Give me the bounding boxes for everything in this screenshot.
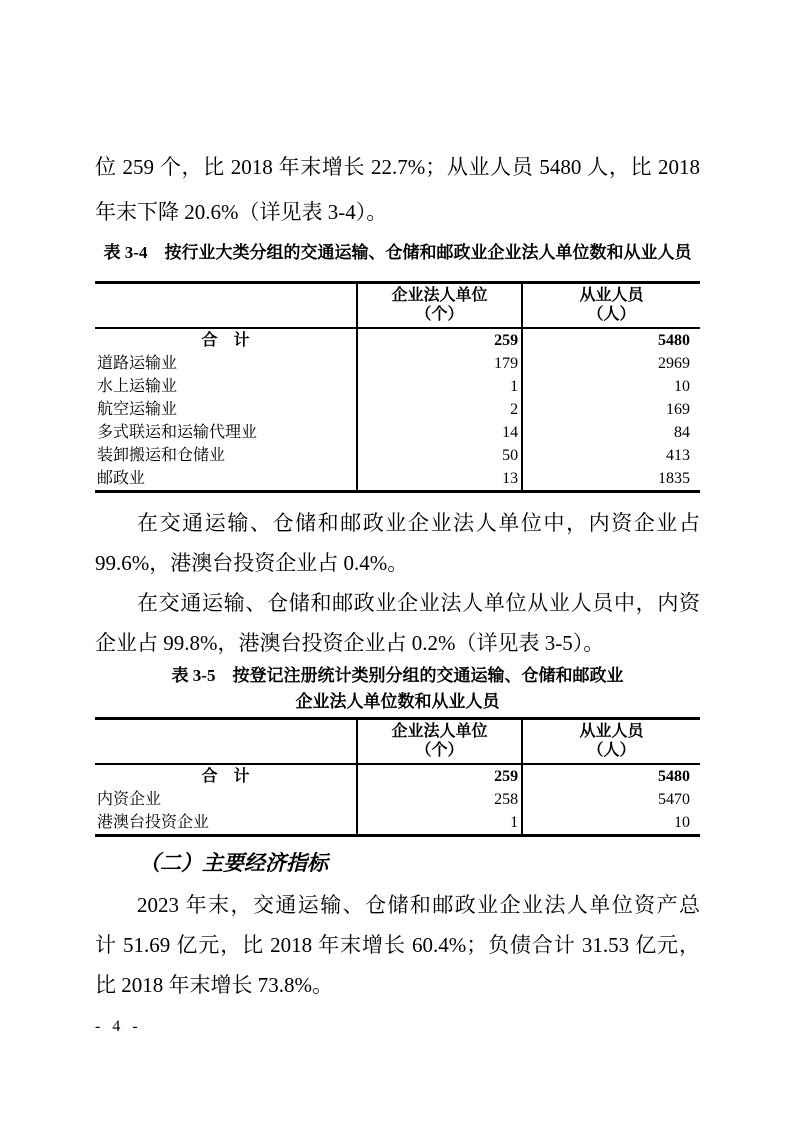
units-value: 1 <box>357 375 522 398</box>
header-cell-units <box>357 283 522 329</box>
persons-value: 2969 <box>522 352 700 375</box>
table-3-4 <box>95 281 700 493</box>
persons-value: 1835 <box>522 467 700 492</box>
units-value: 1 <box>357 811 522 836</box>
persons-value: 169 <box>522 398 700 421</box>
header-line: （个） <box>415 306 464 323</box>
header-line: 从业人员 <box>579 287 644 304</box>
paragraph-economic-indicators <box>95 885 700 1005</box>
page-number: - 4 - <box>95 1018 142 1035</box>
header-cell-empty <box>95 719 357 765</box>
intro-paragraph <box>95 145 700 235</box>
units-value: 14 <box>357 421 522 444</box>
units-value: 2 <box>357 398 522 421</box>
units-value: 179 <box>357 352 522 375</box>
table-3-4-header <box>95 283 700 329</box>
units-value: 50 <box>357 444 522 467</box>
header-cell-empty <box>95 283 357 329</box>
table-row <box>95 788 700 811</box>
header-row <box>95 283 700 329</box>
header-line: 企业法人单位 <box>391 287 488 304</box>
paragraph-line: 2023 年末，交通运输、仓储和邮政业企业法人单位资产总 <box>137 893 700 917</box>
persons-value: 413 <box>522 444 700 467</box>
row-label: 道路运输业 <box>97 355 178 372</box>
persons-value: 5480 <box>522 764 700 788</box>
units-value: 259 <box>357 764 522 788</box>
header-line: 从业人员 <box>579 723 644 740</box>
units-value: 13 <box>357 467 522 492</box>
row-label: 装卸搬运和仓储业 <box>97 447 226 464</box>
persons-value: 5480 <box>522 328 700 352</box>
table-row <box>95 328 700 352</box>
header-cell-units <box>357 719 522 765</box>
title-line: 企业法人单位数和从业人员 <box>295 692 500 711</box>
row-label: 合 计 <box>201 768 250 785</box>
table-row <box>95 811 700 836</box>
paragraph-line: 企业占 99.8%，港澳台投资企业占 0.2%（详见表 3-5）。 <box>95 631 605 655</box>
page-content <box>95 0 700 1005</box>
table-row <box>95 444 700 467</box>
table-row <box>95 375 700 398</box>
header-cell-persons <box>522 283 700 329</box>
table-3-4-title: 表 3-4 按行业大类分组的交通运输、仓储和邮政业企业法人单位数和从业人员 <box>103 243 692 262</box>
persons-value: 5470 <box>522 788 700 811</box>
row-label: 航空运输业 <box>97 401 178 418</box>
units-value: 258 <box>357 788 522 811</box>
row-label: 多式联运和运输代理业 <box>97 424 258 441</box>
units-value: 259 <box>357 328 522 352</box>
paragraph-domestic-persons <box>95 583 700 663</box>
table-row <box>95 398 700 421</box>
table-row <box>95 764 700 788</box>
table-row <box>95 421 700 444</box>
table-3-5-title <box>95 663 700 715</box>
persons-value: 10 <box>522 375 700 398</box>
paragraph-domestic-units <box>95 503 700 583</box>
table-row <box>95 352 700 375</box>
header-line: （个） <box>415 742 464 759</box>
paragraph-line: 计 51.69 亿元，比 2018 年末增长 60.4%；负债合计 31.53 亿元， <box>95 933 700 957</box>
title-line: 表 3-5 按登记注册统计类别分组的交通运输、仓储和邮政业 <box>171 666 624 685</box>
header-cell-persons <box>522 719 700 765</box>
row-label: 邮政业 <box>97 470 146 487</box>
header-row <box>95 719 700 765</box>
table-3-4-body <box>95 328 700 492</box>
row-label: 港澳台投资企业 <box>97 814 210 831</box>
paragraph-line: 年末下降 20.6%（详见表 3-4）。 <box>95 200 388 224</box>
row-label: 合 计 <box>201 332 250 349</box>
row-label: 内资企业 <box>97 791 162 808</box>
section-heading-economic-indicators: （二）主要经济指标 <box>139 851 328 875</box>
table-3-5-header <box>95 719 700 765</box>
table-3-5-body <box>95 764 700 836</box>
paragraph-line: 位 259 个，比 2018 年末增长 22.7%；从业人员 5480 人，比 2018 <box>95 155 700 179</box>
table-row <box>95 467 700 492</box>
persons-value: 84 <box>522 421 700 444</box>
header-line: 企业法人单位 <box>391 723 488 740</box>
paragraph-line: 比 2018 年末增长 73.8%。 <box>95 973 333 997</box>
row-label: 水上运输业 <box>97 378 178 395</box>
persons-value: 10 <box>522 811 700 836</box>
paragraph-line: 在交通运输、仓储和邮政业企业法人单位从业人员中，内资 <box>137 591 700 615</box>
paragraph-line: 在交通运输、仓储和邮政业企业法人单位中，内资企业占 <box>137 511 700 535</box>
header-line: （人） <box>587 306 636 323</box>
table-3-5 <box>95 717 700 837</box>
paragraph-line: 99.6%，港澳台投资企业占 0.4%。 <box>95 551 409 575</box>
header-line: （人） <box>587 742 636 759</box>
